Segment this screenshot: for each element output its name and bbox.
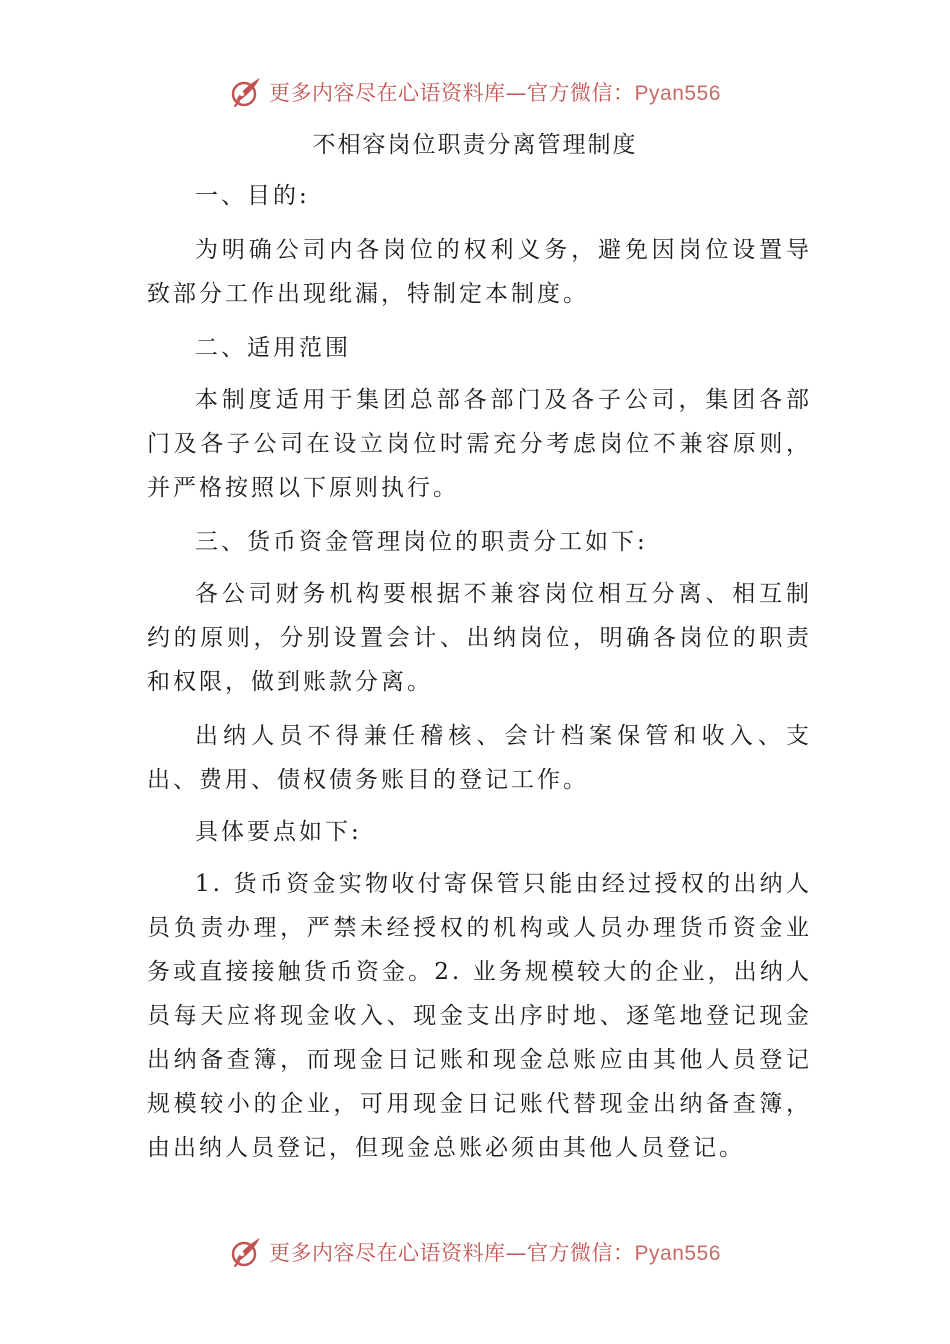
- watermark-text: [269, 1237, 721, 1267]
- section-heading-scope: 二、适用范围: [195, 335, 351, 361]
- quill-pen-icon: [229, 75, 263, 109]
- watermark-separator: —: [505, 1241, 528, 1265]
- watermark-main: 更多内容尽在心语资料库: [269, 81, 506, 105]
- paragraph-purpose: 为明确公司内各岗位的权利义务，避免因岗位设置导致部分工作出现纰漏，特制定本制度。: [147, 237, 812, 307]
- watermark-wechat-id: Pyan556: [634, 82, 721, 105]
- section-heading-purpose: 一、目的:: [195, 183, 310, 209]
- watermark-label: 官方微信：: [527, 81, 635, 105]
- watermark-wechat-id: Pyan556: [634, 1242, 721, 1265]
- paragraph-scope: 本制度适用于集团总部各部门及各子公司，集团各部门及各子公司在设立岗位时需充分考虑岗位不兼容原则，并严格按照以下原则执行。: [147, 387, 812, 501]
- document-title: 不相容岗位职责分离管理制度: [312, 132, 638, 158]
- watermark-separator: —: [505, 81, 528, 105]
- watermark-label: 官方微信：: [527, 1241, 635, 1265]
- footer-watermark: [0, 1232, 950, 1272]
- watermark-main: 更多内容尽在心语资料库: [269, 1241, 506, 1265]
- paragraph-cashier-restrictions: 出纳人员不得兼任稽核、会计档案保管和收入、支出、费用、债权债务账目的登记工作。: [147, 723, 812, 793]
- section-heading-duties: 三、货币资金管理岗位的职责分工如下:: [195, 529, 648, 555]
- paragraph-duties: 各公司财务机构要根据不兼容岗位相互分离、相互制约的原则，分别设置会计、出纳岗位，明确各岗位的职责和权限，做到账款分离。: [147, 581, 812, 695]
- paragraph-key-points: 1. 货币资金实物收付寄保管只能由经过授权的出纳人员负责办理，严禁未经授权的机构或人员办理货币资金业务或直接接触货币资金。2. 业务规模较大的企业，出纳人员每天应将现金收入、现金支出序时地、逐笔地登记现金出纳备查簿，而现金日记账和现金总账应由其他人员登记规模较小的企业，可用现金日记账代替现金出纳备查簿，由出纳人员登记，但现金总账必须由其他人员登记。: [147, 871, 812, 1161]
- header-watermark: [0, 72, 950, 112]
- quill-pen-icon: [229, 1235, 263, 1269]
- watermark-text: [269, 77, 721, 107]
- paragraph-key-points-heading: 具体要点如下:: [195, 819, 362, 845]
